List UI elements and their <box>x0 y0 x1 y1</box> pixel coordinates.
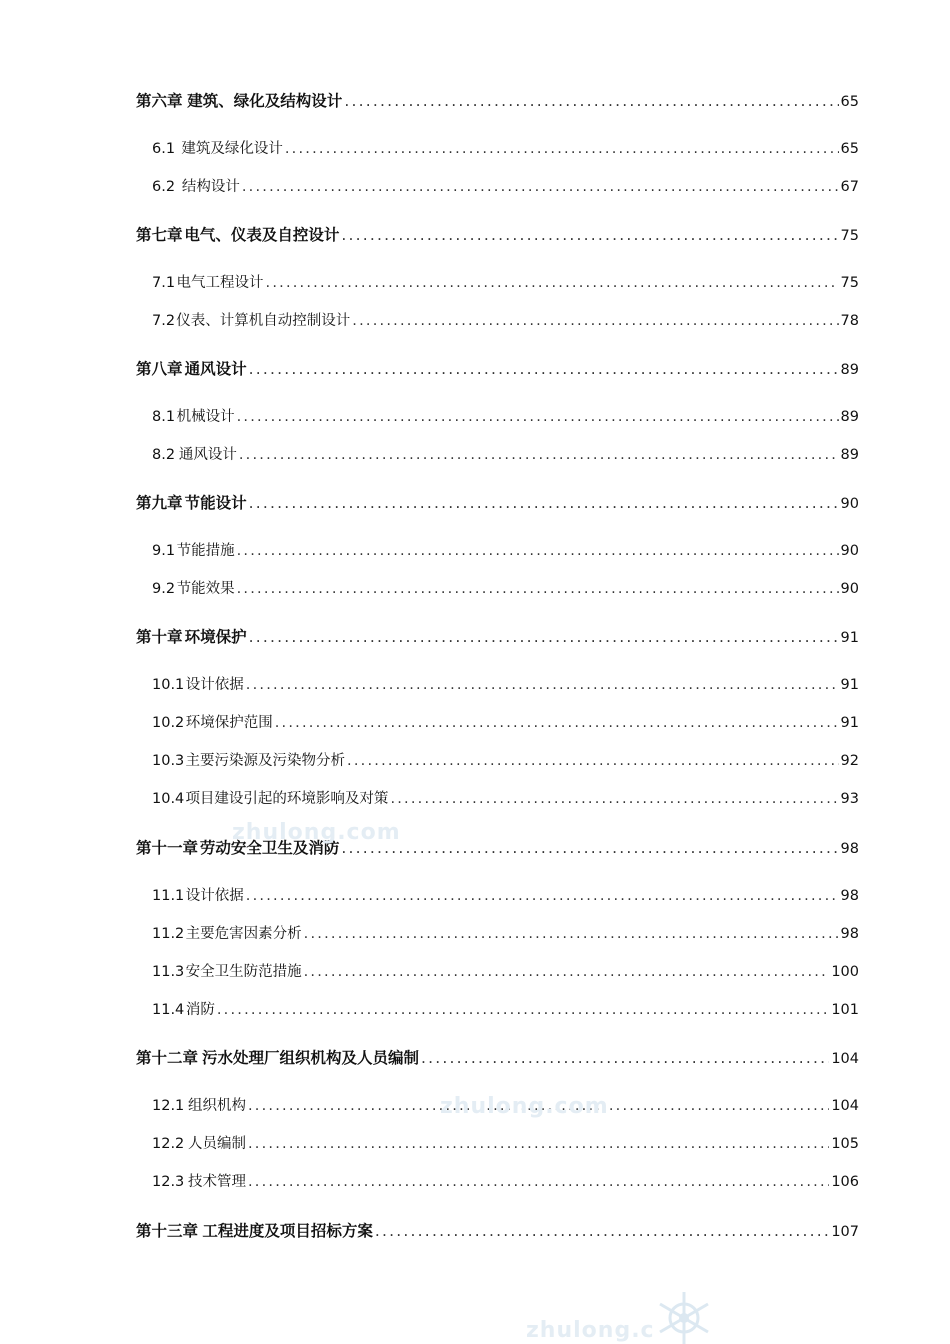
toc-title: 污水处理厂组织机构及人员编制 <box>201 1049 419 1067</box>
toc-title: 组织机构 <box>187 1098 246 1114</box>
toc-title: 通风设计 <box>184 360 247 378</box>
toc-page-number: 104 <box>831 1098 859 1114</box>
toc-section-row[interactable] <box>136 445 859 465</box>
toc-page-number: 90 <box>840 543 859 559</box>
toc-title: 主要污染源及污染物分析 <box>185 753 346 769</box>
dot-leader <box>375 1221 829 1241</box>
toc-page-number: 98 <box>840 841 859 857</box>
toc-section-row[interactable] <box>136 541 859 561</box>
toc-number: 8.1 <box>152 409 176 425</box>
toc-number: 10.2 <box>152 715 185 731</box>
dot-leader <box>246 675 839 695</box>
toc-title: 设计依据 <box>185 677 244 693</box>
toc-title: 安全卫生防范措施 <box>185 964 302 980</box>
toc-title: 通风设计 <box>178 447 237 463</box>
toc-number: 10.3 <box>152 753 185 769</box>
toc-page-number: 75 <box>840 228 859 244</box>
dot-leader <box>248 1172 829 1192</box>
toc-number: 第九章 <box>136 494 183 512</box>
toc-number: 11.4 <box>152 1002 185 1018</box>
dot-leader <box>421 1048 829 1068</box>
dot-leader <box>285 139 839 159</box>
dot-leader <box>249 493 839 513</box>
toc-page-number: 89 <box>840 409 859 425</box>
toc-section-row[interactable] <box>136 1000 859 1020</box>
dot-leader <box>237 579 839 599</box>
toc-chapter-row[interactable] <box>136 225 859 246</box>
toc-chapter-row[interactable] <box>136 359 859 380</box>
toc-number: 7.2 <box>152 313 176 329</box>
toc-page-number: 93 <box>840 791 859 807</box>
toc-page-number: 107 <box>831 1224 859 1240</box>
toc-number: 第十三章 <box>136 1222 199 1240</box>
toc-number: 8.2 <box>152 447 176 463</box>
toc-page-number: 100 <box>831 964 859 980</box>
toc-title: 劳动安全卫生及消防 <box>199 839 340 857</box>
toc-page-number: 65 <box>840 94 859 110</box>
dot-leader <box>249 627 839 647</box>
toc-page-number: 78 <box>840 313 859 329</box>
toc-section-row[interactable] <box>136 1134 859 1154</box>
toc-title: 主要危害因素分析 <box>185 926 302 942</box>
toc-title: 节能措施 <box>176 543 235 559</box>
toc-page-number: 106 <box>831 1174 859 1190</box>
dot-leader <box>266 273 839 293</box>
toc-page-number: 104 <box>831 1051 859 1067</box>
toc-chapter-row[interactable] <box>136 627 859 648</box>
toc-number: 11.2 <box>152 926 185 942</box>
toc-page-number: 98 <box>840 926 859 942</box>
dot-leader <box>341 838 838 858</box>
dot-leader <box>239 445 839 465</box>
dot-leader <box>304 924 839 944</box>
toc-section-row[interactable] <box>136 177 859 197</box>
toc-title: 仪表、计算机自动控制设计 <box>176 313 351 329</box>
toc-page-number: 91 <box>840 677 859 693</box>
dot-leader <box>352 311 838 331</box>
toc-number: 12.3 <box>152 1174 185 1190</box>
dot-leader <box>217 1000 829 1020</box>
dot-leader <box>344 91 838 111</box>
toc-number: 11.3 <box>152 964 185 980</box>
toc-section-row[interactable] <box>136 139 859 159</box>
toc-title: 技术管理 <box>187 1174 246 1190</box>
toc-title: 节能效果 <box>176 581 235 597</box>
toc-page-number: 65 <box>840 141 859 157</box>
toc-number: 第七章 <box>136 226 183 244</box>
toc-title: 人员编制 <box>187 1136 246 1152</box>
toc-number: 第十一章 <box>136 839 199 857</box>
toc-title: 结构设计 <box>181 179 240 195</box>
toc-title: 建筑及绿化设计 <box>181 141 283 157</box>
toc-page-number: 90 <box>840 581 859 597</box>
toc-section-row[interactable] <box>136 713 859 733</box>
toc-section-row[interactable] <box>136 311 859 331</box>
toc-number: 第六章 <box>136 92 183 110</box>
toc-section-row[interactable] <box>136 675 859 695</box>
dot-leader <box>237 541 839 561</box>
toc-number: 6.2 <box>152 179 176 195</box>
toc-number: 第八章 <box>136 360 183 378</box>
toc-chapter-row[interactable] <box>136 91 859 112</box>
toc-number: 11.1 <box>152 888 185 904</box>
toc-section-row[interactable] <box>136 789 859 809</box>
toc-title: 设计依据 <box>185 888 244 904</box>
toc-section-row[interactable] <box>136 924 859 944</box>
toc-page-number: 89 <box>840 447 859 463</box>
toc-page-number: 90 <box>840 496 859 512</box>
toc-number: 10.1 <box>152 677 185 693</box>
toc-page-number: 67 <box>840 179 859 195</box>
toc-page-number: 89 <box>840 362 859 378</box>
toc-number: 9.2 <box>152 581 176 597</box>
dot-leader <box>275 713 839 733</box>
toc-section-row[interactable] <box>136 962 859 982</box>
watermark-text: zhulong.com <box>440 1094 609 1119</box>
toc-number: 6.1 <box>152 141 176 157</box>
toc-section-row[interactable] <box>136 273 859 293</box>
toc-title: 环境保护范围 <box>185 715 273 731</box>
dot-leader <box>237 407 839 427</box>
toc-title: 电气工程设计 <box>176 275 264 291</box>
watermark-text: zhulong.com <box>232 820 401 845</box>
dot-leader <box>304 962 830 982</box>
toc-page-number: 101 <box>831 1002 859 1018</box>
dot-leader <box>341 225 838 245</box>
toc-page-number: 98 <box>840 888 859 904</box>
toc-number: 9.1 <box>152 543 176 559</box>
toc-title: 建筑、绿化及结构设计 <box>187 92 343 110</box>
toc-chapter-row[interactable] <box>136 1048 859 1069</box>
dot-leader <box>242 177 839 197</box>
toc-page-number: 92 <box>840 753 859 769</box>
toc-title: 消防 <box>185 1002 215 1018</box>
toc-number: 10.4 <box>152 791 185 807</box>
toc-section-row[interactable] <box>136 886 859 906</box>
toc-title: 项目建设引起的环境影响及对策 <box>185 791 389 807</box>
toc-number: 7.1 <box>152 275 176 291</box>
toc-section-row[interactable] <box>136 751 859 771</box>
dot-leader <box>248 1134 829 1154</box>
toc-section-row[interactable] <box>136 1172 859 1192</box>
dot-leader <box>249 359 839 379</box>
dot-leader <box>246 886 839 906</box>
toc-title: 工程进度及项目招标方案 <box>202 1222 373 1240</box>
toc-number: 12.1 <box>152 1098 185 1114</box>
toc-number: 第十二章 <box>136 1049 199 1067</box>
toc-number: 12.2 <box>152 1136 185 1152</box>
toc-number: 第十章 <box>136 628 183 646</box>
toc-page-number: 91 <box>840 630 859 646</box>
dot-leader <box>347 751 839 771</box>
toc-title: 节能设计 <box>184 494 247 512</box>
watermark-text: zhulong.c <box>526 1318 655 1343</box>
toc-page-number: 75 <box>840 275 859 291</box>
toc-title: 环境保护 <box>184 628 247 646</box>
toc-page-number: 91 <box>840 715 859 731</box>
toc-title: 机械设计 <box>176 409 235 425</box>
toc-chapter-row[interactable] <box>136 493 859 514</box>
toc-section-row[interactable] <box>136 407 859 427</box>
toc-title: 电气、仪表及自控设计 <box>184 226 340 244</box>
dot-leader <box>390 789 838 809</box>
toc-page-number: 105 <box>831 1136 859 1152</box>
toc-section-row[interactable] <box>136 579 859 599</box>
snowflake-logo-icon <box>652 1288 716 1344</box>
toc-chapter-row[interactable] <box>136 1221 859 1242</box>
